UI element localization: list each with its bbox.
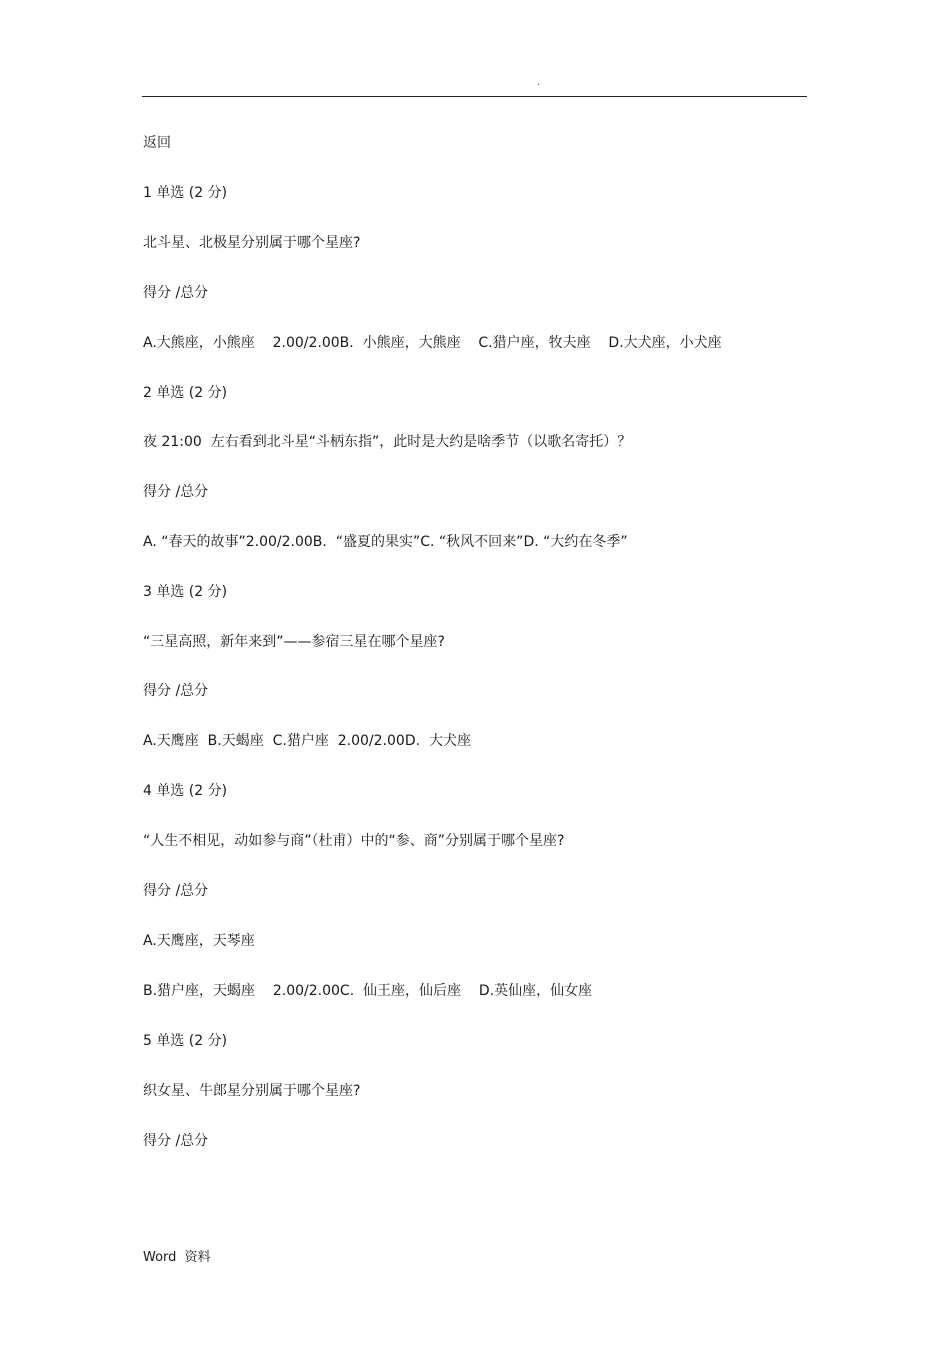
question-2-options: A. “春天的故事”2.00/2.00B. “盛夏的果实”C. “秋风不回来”D. “大约在冬季”: [143, 534, 628, 550]
header-rule: [142, 96, 807, 97]
question-1-heading: 1 单选 (2 分): [143, 185, 228, 201]
question-2-heading: 2 单选 (2 分): [143, 385, 228, 401]
question-2-score-label: 得分 /总分: [143, 484, 209, 500]
footer-text: Word 资料: [143, 1250, 211, 1265]
header-mark: .: [537, 77, 541, 88]
back-link[interactable]: 返回: [143, 135, 171, 151]
question-5-heading: 5 单选 (2 分): [143, 1033, 228, 1049]
question-4-heading: 4 单选 (2 分): [143, 783, 228, 799]
question-3-options: A.天鹰座 B.天蝎座 C.猎户座 2.00/2.00D. 大犬座: [143, 733, 471, 749]
question-1-score-label: 得分 /总分: [143, 285, 209, 301]
question-5-text: 织女星、牛郎星分别属于哪个星座?: [143, 1083, 361, 1099]
question-5-score-label: 得分 /总分: [143, 1133, 209, 1149]
question-3-heading: 3 单选 (2 分): [143, 584, 228, 600]
question-4-text: “人生不相见，动如参与商”（杜甫）中的“参、商”分别属于哪个星座?: [143, 833, 565, 849]
question-3-score-label: 得分 /总分: [143, 683, 209, 699]
question-1-text: 北斗星、北极星分别属于哪个星座?: [143, 235, 361, 251]
question-4-score-label: 得分 /总分: [143, 883, 209, 899]
question-2-text: 夜 21:00 左右看到北斗星“斗柄东指”，此时是大约是啥季节（以歌名寄托）？: [143, 434, 632, 450]
question-4-options-rest: B.猎户座，天蝎座 2.00/2.00C. 仙王座，仙后座 D.英仙座，仙女座: [143, 983, 593, 999]
question-4-option-a: A.天鹰座，天琴座: [143, 933, 255, 949]
question-1-options: A.大熊座，小熊座 2.00/2.00B. 小熊座，大熊座 C.猎户座，牧夫座 D.大犬座，小犬座: [143, 335, 722, 351]
question-3-text: “三星高照，新年来到”——参宿三星在哪个星座?: [143, 634, 445, 650]
